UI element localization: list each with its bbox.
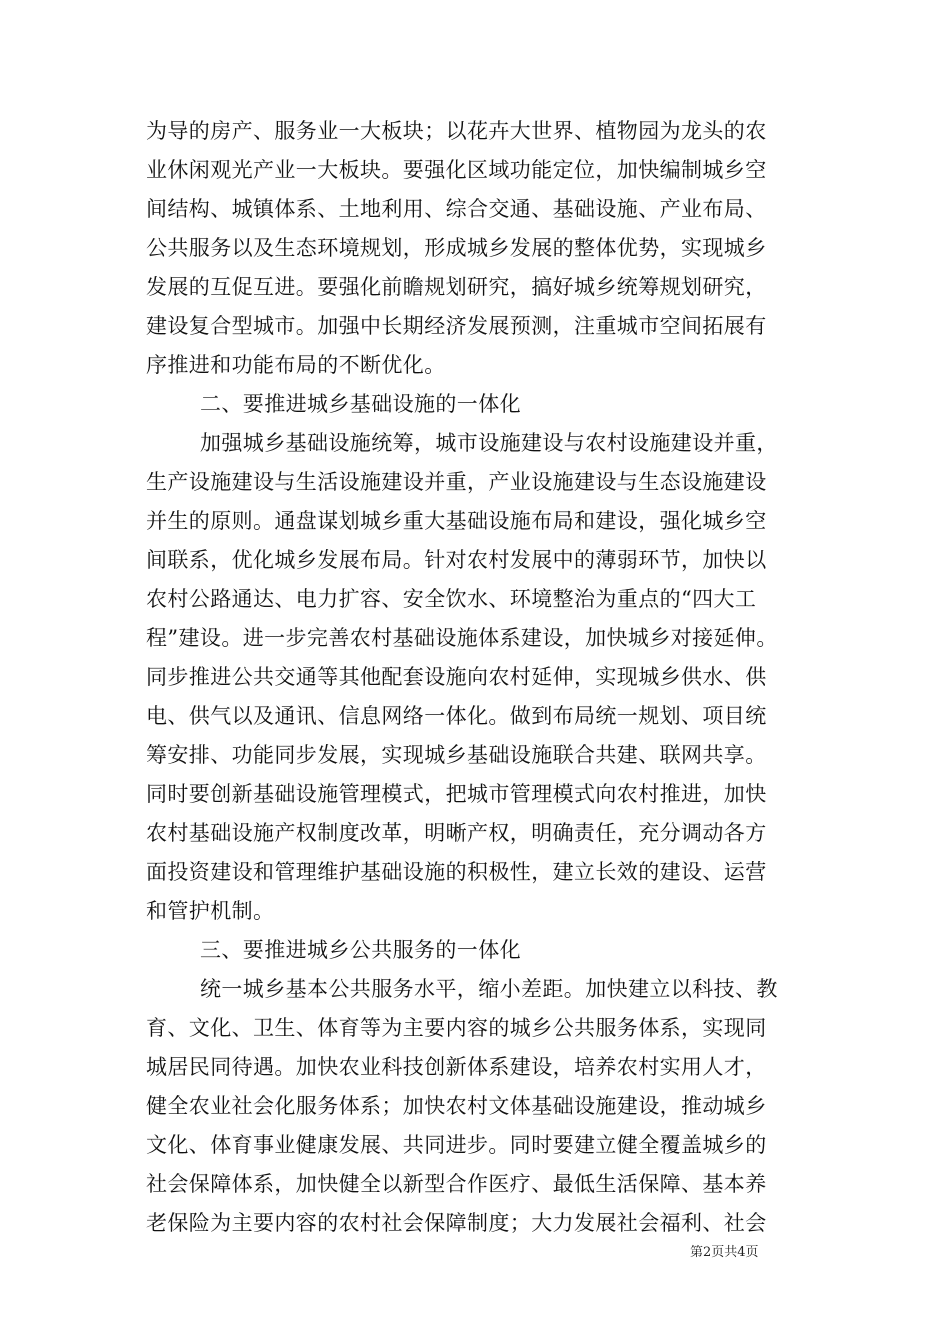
text-line: 社会保障体系，加快健全以新型合作医疗、最低生活保障、基本养 [146,1172,767,1196]
text-line: 加强城乡基础设施统筹，城市设施建设与农村设施建设并重， [200,431,778,455]
text-line: 建设复合型城市。加强中长期经济发展预测，注重城市空间拓展有 [146,314,767,338]
section-heading: 二、要推进城乡基础设施的一体化 [200,392,521,416]
text-line: 文化、体育事业健康发展、共同进步。同时要建立健全覆盖城乡的 [146,1133,767,1157]
text-line: 老保险为主要内容的农村社会保障制度；大力发展社会福利、社会 [146,1211,767,1235]
text-line: 统一城乡基本公共服务水平，缩小差距。加快建立以科技、教 [200,977,778,1001]
text-line: 同时要创新基础设施管理模式，把城市管理模式向农村推进，加快 [146,782,767,806]
text-line: 程”建设。进一步完善农村基础设施体系建设，加快城乡对接延伸。 [146,626,778,650]
text-line: 公共服务以及生态环境规划，形成城乡发展的整体优势，实现城乡 [146,236,767,260]
text-line: 城居民同待遇。加快农业科技创新体系建设，培养农村实用人才， [146,1055,767,1079]
text-line: 生产设施建设与生活设施建设并重，产业设施建设与生态设施建设 [146,470,767,494]
page-number: 第2页共4页 [690,1245,759,1260]
text-line: 和管护机制。 [146,899,275,923]
text-line: 农村公路通达、电力扩容、安全饮水、环境整治为重点的“四大工 [146,587,757,611]
text-line: 间联系，优化城乡发展布局。针对农村发展中的薄弱环节，加快以 [146,548,767,572]
text-line: 序推进和功能布局的不断优化。 [146,353,446,377]
text-line: 面投资建设和管理维护基础设施的积极性，建立长效的建设、运营 [146,860,767,884]
text-line: 健全农业社会化服务体系；加快农村文体基础设施建设，推动城乡 [146,1094,767,1118]
text-line: 同步推进公共交通等其他配套设施向农村延伸，实现城乡供水、供 [146,665,767,689]
section-heading: 三、要推进城乡公共服务的一体化 [200,938,521,962]
text-line: 间结构、城镇体系、土地利用、综合交通、基础设施、产业布局、 [146,197,767,221]
text-line: 农村基础设施产权制度改革，明晰产权，明确责任，充分调动各方 [146,821,767,845]
text-line: 电、供气以及通讯、信息网络一体化。做到布局统一规划、项目统 [146,704,767,728]
text-line: 业休闲观光产业一大板块。要强化区域功能定位，加快编制城乡空 [146,158,767,182]
text-line: 并生的原则。通盘谋划城乡重大基础设施布局和建设，强化城乡空 [146,509,767,533]
text-line: 育、文化、卫生、体育等为主要内容的城乡公共服务体系，实现同 [146,1016,767,1040]
text-line: 筹安排、功能同步发展，实现城乡基础设施联合共建、联网共享。 [146,743,767,767]
text-line: 为导的房产、服务业一大板块；以花卉大世界、植物园为龙头的农 [146,119,767,143]
text-line: 发展的互促互进。要强化前瞻规划研究，搞好城乡统筹规划研究， [146,275,767,299]
